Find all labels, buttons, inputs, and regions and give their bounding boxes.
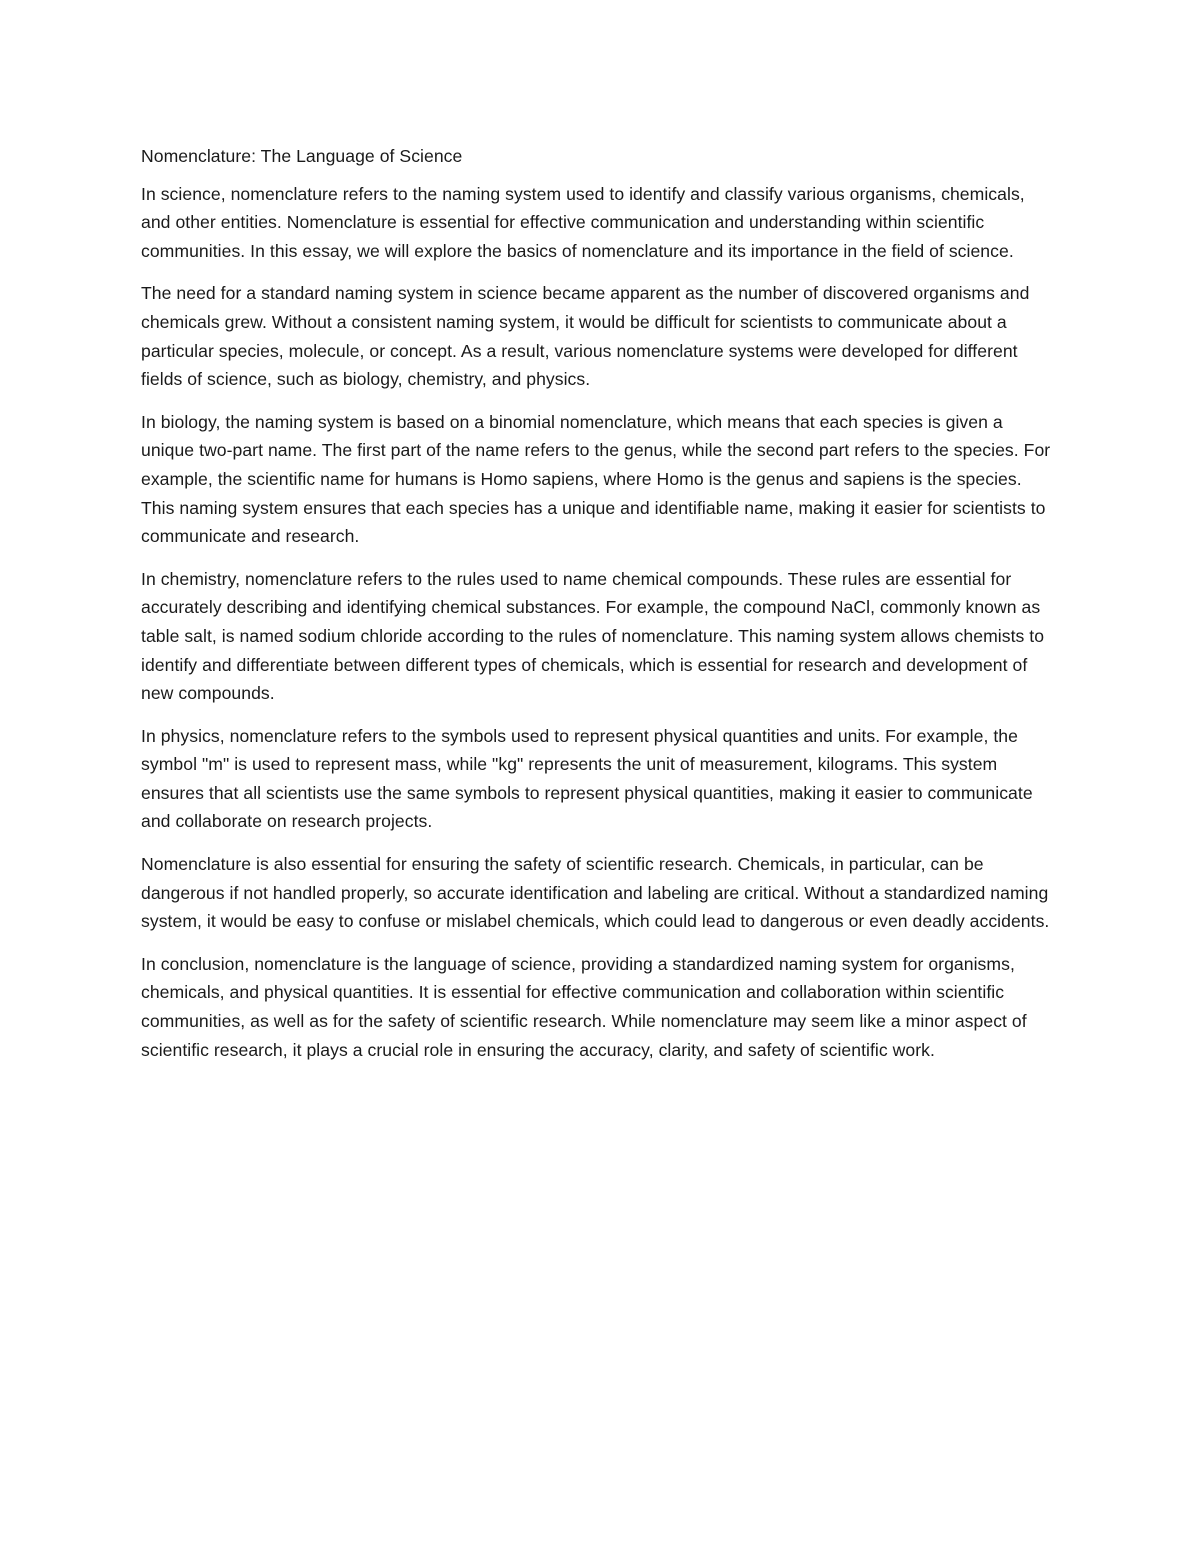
paragraph-physics: In physics, nomenclature refers to the symbols used to represent physical quantities and units. For example, the symbol "m" is used to represent mass, while "kg" represents the unit of measurement, kilograms. This system ensures that all scientists use the same symbols to represent physical quantities, making it easier to communicate and collaborate on research projects. — [141, 725, 1033, 832]
paragraph-introduction: In science, nomenclature refers to the naming system used to identify and classify various organisms, chemicals, and other entities. Nomenclature is essential for effective communication and understanding within scientific communities. In this essay, we will explore the basics of nomenclature and its importance in the field of science. — [141, 183, 1025, 261]
paragraph-need-for-standard: The need for a standard naming system in science became apparent as the number of discovered organisms and chemicals grew. Without a consistent naming system, it would be difficult for scientists to communicate about a particular species, molecule, or concept. As a result, various nomenclature systems were developed for different fields of science, such as biology, chemistry, and physics. — [141, 283, 1030, 390]
paragraph-conclusion: In conclusion, nomenclature is the language of science, providing a standardized naming system for organisms, chemicals, and physical quantities. It is essential for effective communication and collaboration within scientific communities, as well as for the safety of scientific research. While nomenclature may seem like a minor aspect of scientific research, it plays a crucial role in ensuring the accuracy, clarity, and safety of scientific work. — [141, 953, 1027, 1060]
paragraph-biology: In biology, the naming system is based on a binomial nomenclature, which means that each species is given a unique two-part name. The first part of the name refers to the genus, while the second part refers to the species. For example, the scientific name for humans is Homo sapiens, where Homo is the genus and sapiens is the species. This naming system ensures that each species has a unique and identifiable name, making it easier for scientists to communicate and research. — [141, 411, 1051, 547]
document-body — [141, 142, 1056, 1078]
paragraph-safety: Nomenclature is also essential for ensuring the safety of scientific research. Chemicals, in particular, can be dangerous if not handled properly, so accurate identification and labeling are critical. Without a standardized naming system, it would be easy to confuse or mislabel chemicals, which could lead to dangerous or even deadly accidents. — [141, 854, 1050, 932]
paragraph-chemistry: In chemistry, nomenclature refers to the rules used to name chemical compounds. These rules are essential for accurately describing and identifying chemical substances. For example, the compound NaCl, commonly known as table salt, is named sodium chloride according to the rules of nomenclature. This naming system allows chemists to identify and differentiate between different types of chemicals, which is essential for research and development of new compounds. — [141, 568, 1045, 704]
document-title: Nomenclature: The Language of Science — [141, 146, 463, 166]
